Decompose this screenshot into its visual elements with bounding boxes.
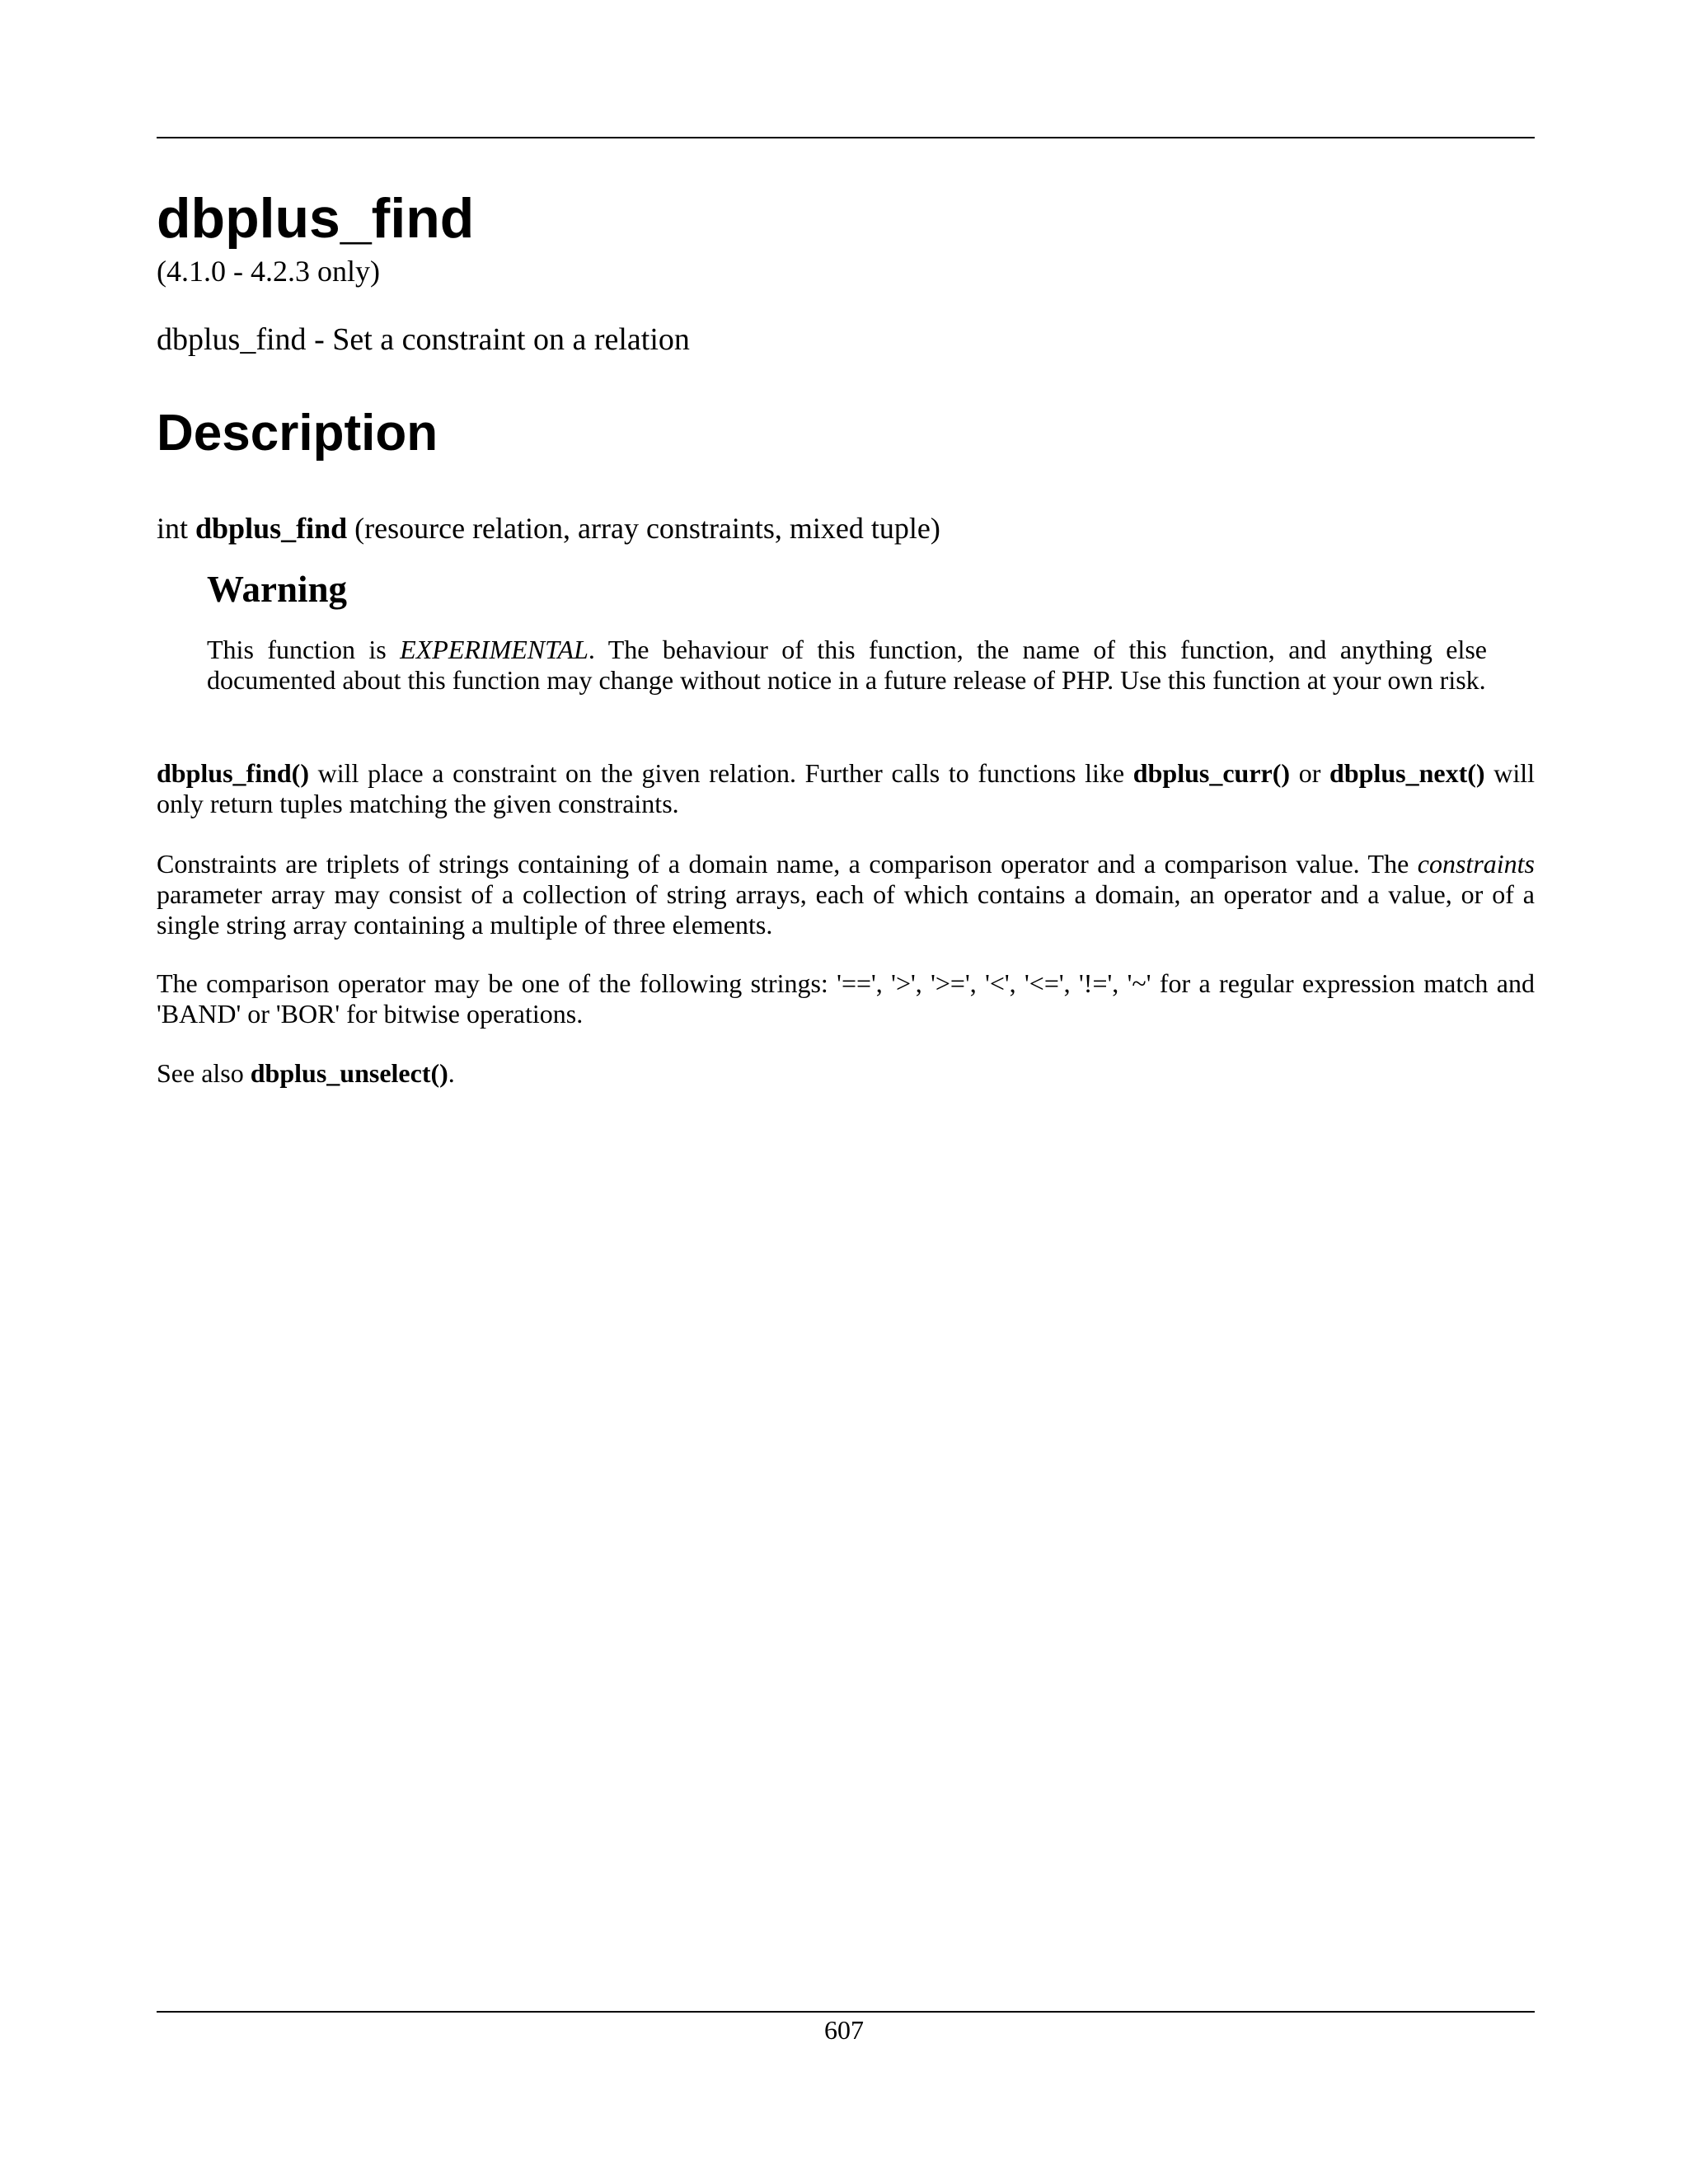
synopsis-return-type: int — [157, 512, 196, 545]
warning-text-rest: . The behaviour of this function, the name of this function, and anything else documented about this function may change without notice in a future release of PHP. Use this function at your own risk. — [207, 635, 1488, 695]
link-dbplus-next[interactable]: dbplus_next() — [1329, 758, 1485, 788]
version-info: (4.1.0 - 4.2.3 only) — [157, 255, 380, 288]
see-also-paragraph — [157, 1058, 1535, 1089]
refname-line — [157, 321, 690, 359]
description-heading: Description — [157, 405, 438, 462]
warning-box — [207, 567, 1487, 696]
constraints-paragraph — [157, 849, 1535, 940]
bottom-rule — [157, 2011, 1535, 2013]
function-synopsis — [157, 511, 940, 546]
refname-separator: - — [306, 322, 333, 357]
parameter-name: constraints — [1417, 849, 1535, 879]
link-dbplus-curr[interactable]: dbplus_curr() — [1132, 758, 1291, 788]
operators-paragraph: The comparison operator may be one of the following strings: '==', '>', '>=', '<', '<=', '!=', '~' for a regular expression match and 'BAND' or 'BOR' for bitwise operations. — [157, 968, 1535, 1029]
synopsis-function-name: dbplus_find — [195, 512, 348, 545]
page-number: 607 — [824, 2015, 864, 2045]
synopsis-params: (resource relation, array constraints, mixed tuple) — [347, 512, 940, 545]
description-paragraph — [157, 758, 1535, 819]
top-rule — [157, 137, 1535, 138]
paragraph-text: . — [448, 1058, 455, 1088]
paragraph-text: or — [1290, 758, 1330, 788]
link-dbplus-unselect[interactable]: dbplus_unselect() — [250, 1058, 448, 1088]
refname-name: dbplus_find — [157, 322, 307, 357]
paragraph-text: will place a constraint on the given relation. Further calls to functions like — [308, 758, 1133, 788]
warning-text — [207, 635, 1487, 696]
page-title: dbplus_find — [157, 187, 475, 250]
paragraph-text: parameter array may consist of a collection of string arrays, each of which contains a domain, an operator and a value, or of a single string array containing a multiple of three elements. — [157, 879, 1535, 940]
warning-heading: Warning — [207, 569, 348, 610]
paragraph-text: Constraints are triplets of strings containing of a domain name, a comparison operator and a comparison value. The — [157, 849, 1418, 879]
warning-emphasis: EXPERIMENTAL — [400, 635, 588, 664]
paragraph-text: will only return tuples matching the given constraints. — [157, 758, 1535, 818]
function-reference: dbplus_find() — [157, 758, 309, 788]
refname-purpose: Set a constraint on a relation — [332, 322, 690, 357]
paragraph-text: See also — [157, 1058, 251, 1088]
warning-text-start: This function is — [207, 635, 401, 664]
